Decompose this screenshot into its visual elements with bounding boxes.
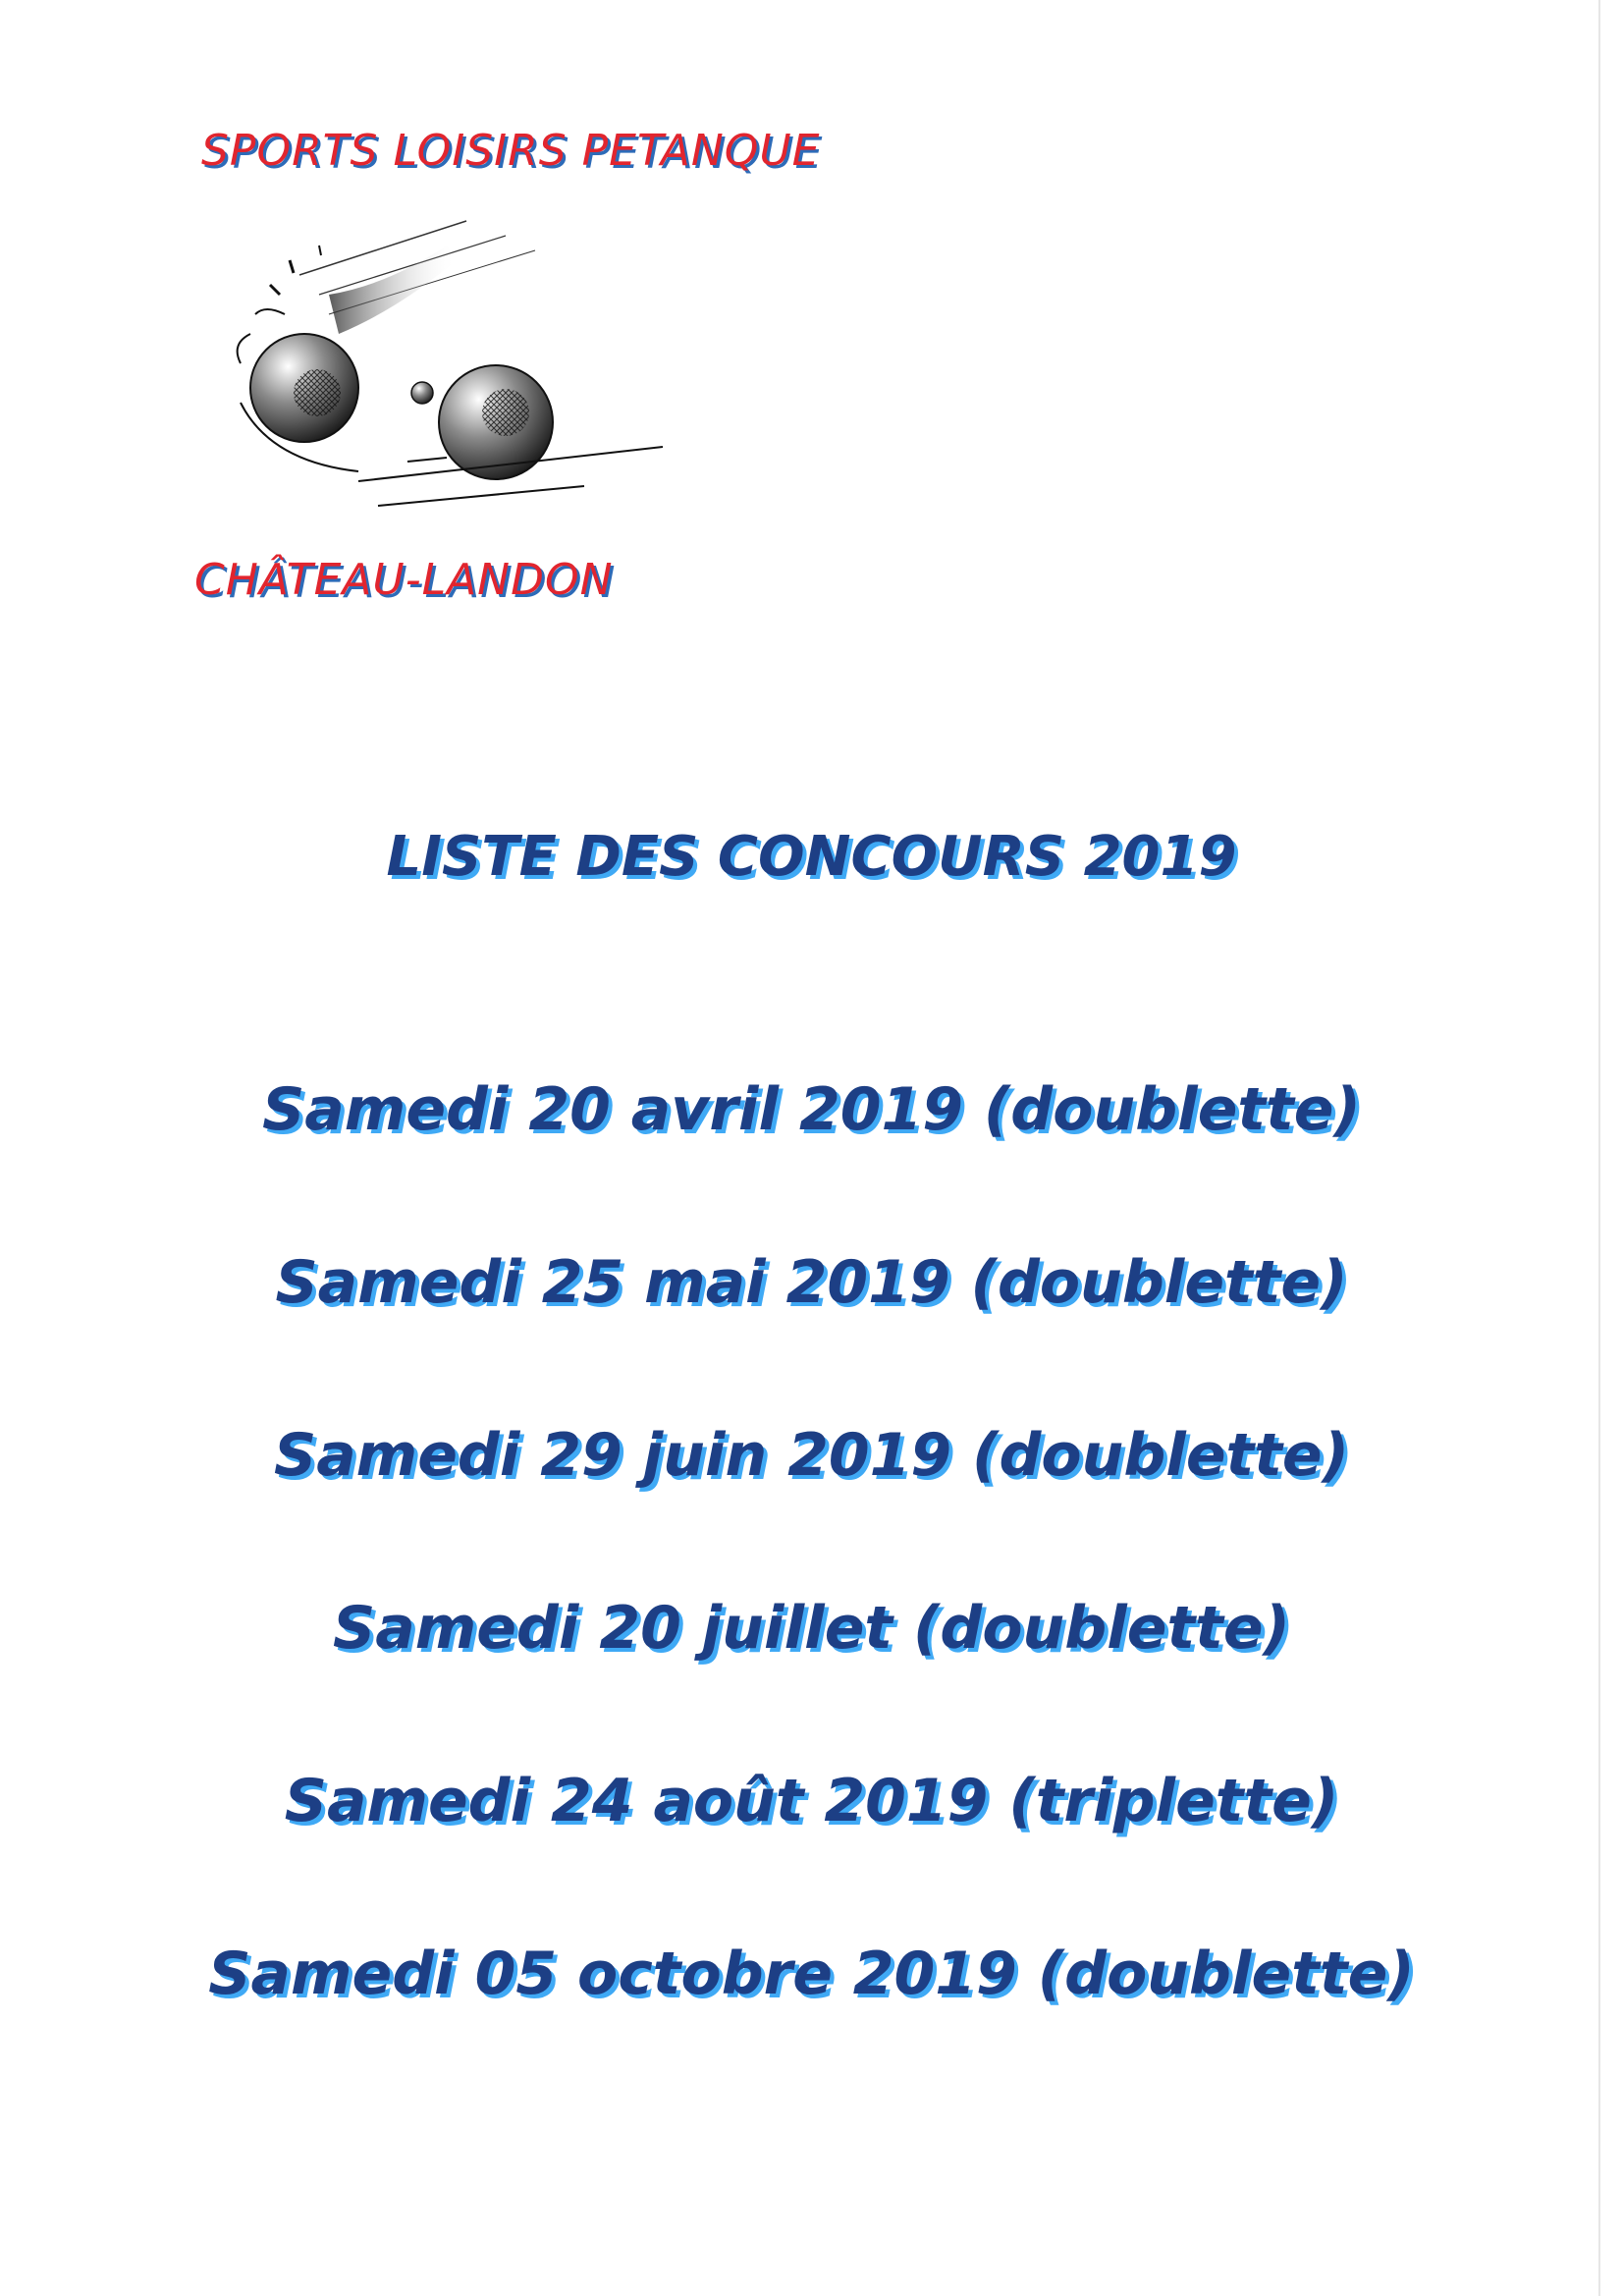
- list-title: LISTE DES CONCOURS 2019: [386, 825, 1237, 889]
- club-city: CHÂTEAU-LANDON: [194, 555, 614, 605]
- club-name: SPORTS LOISIRS PETANQUE: [201, 126, 821, 176]
- petanque-boules-icon: [211, 216, 673, 520]
- event-item: Samedi 24 août 2019 (triplette): [284, 1767, 1339, 1835]
- event-item: Samedi 25 mai 2019 (doublette): [275, 1248, 1348, 1317]
- event-item: Samedi 20 juillet (doublette): [333, 1594, 1290, 1663]
- event-item: Samedi 05 octobre 2019 (doublette): [208, 1940, 1415, 2008]
- event-item: Samedi 20 avril 2019 (doublette): [262, 1075, 1361, 1144]
- event-item: Samedi 29 juin 2019 (doublette): [273, 1421, 1350, 1490]
- event-list: [0, 1068, 1623, 2105]
